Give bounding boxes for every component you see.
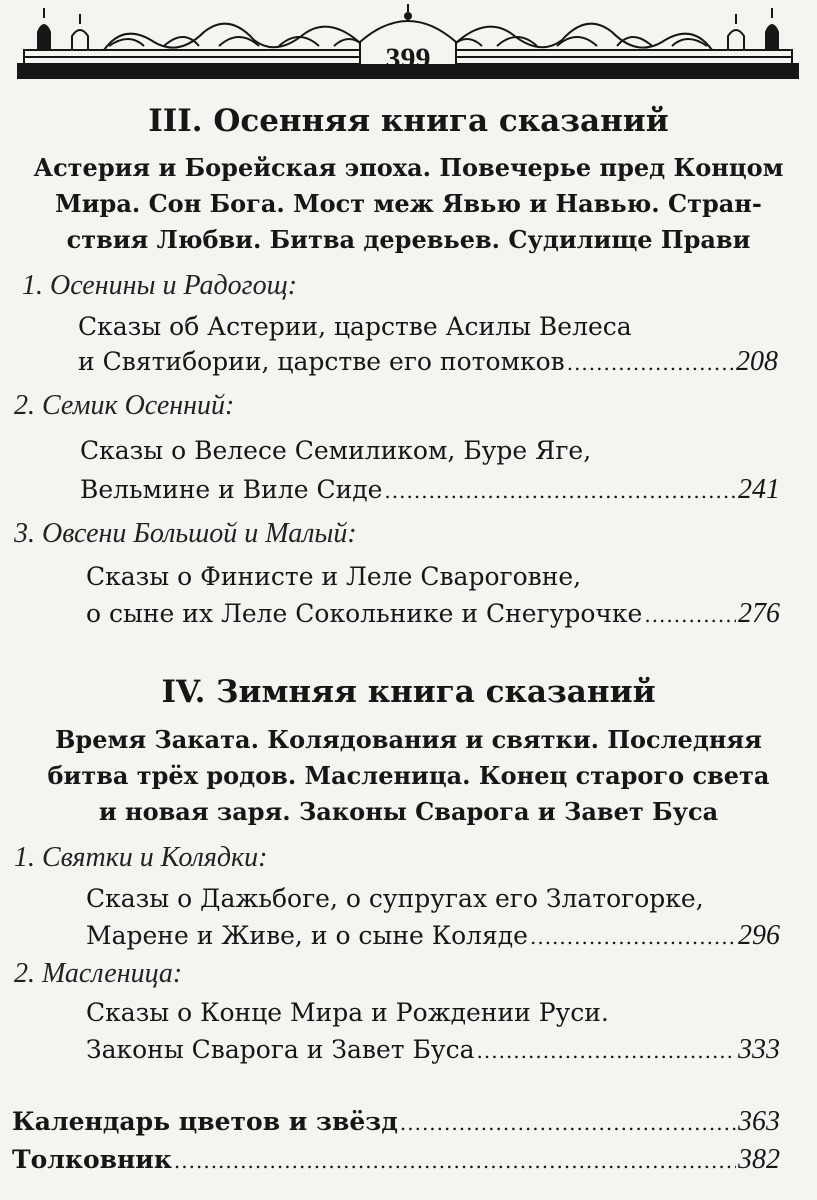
page-reference: 333 [738,1034,780,1065]
page-reference: 241 [738,474,780,505]
toc-line-text: и Святибории, царстве его потомков [78,347,565,376]
item-heading: 2. Масленица: [14,958,183,989]
page-reference: 276 [738,598,780,629]
toc-line-text: Вельмине и Виле Сиде [80,475,383,504]
toc-line-text: Толковник [12,1145,172,1174]
item-heading: 1. Святки и Колядки: [14,842,268,873]
dot-leader [400,1111,736,1135]
toc-line-text: Сказы об Астерии, царстве Асилы Велеса [78,312,632,341]
toc-entry[interactable] [86,598,780,630]
section-title: III. Осенняя книга сказаний [148,103,669,139]
dot-leader [174,1149,736,1173]
toc-entry[interactable] [86,1034,780,1066]
description-line: и новая заря. Законы Сварога и Завет Буса [98,797,719,826]
dot-leader [530,925,736,949]
section-description [10,722,807,830]
item-heading: 3. Овсени Большой и Малый: [14,518,357,549]
item-heading: 1. Осенины и Радогощ: [22,270,298,301]
page-reference: 382 [738,1144,780,1175]
toc-entry[interactable] [12,1106,780,1138]
toc-line [80,436,780,465]
toc-line-text: о сыне их Леле Сокольнике и Снегурочке [86,599,643,628]
page-number: 399 [385,42,431,75]
description-line: битва трёх родов. Масленица. Конец старого света [47,761,770,790]
page-reference: 208 [736,346,778,377]
toc-entry[interactable] [12,1144,780,1176]
dot-leader [384,479,736,503]
toc-line-text: Сказы о Велесе Семиликом, Буре Яге, [80,436,592,465]
description-line: Мира. Сон Бога. Мост меж Явью и Навью. Стран- [55,189,762,218]
page-header [14,2,802,88]
toc-line [86,562,780,591]
description-line: Астерия и Борейская эпоха. Повечерье пред Концом [33,153,784,182]
section-title: IV. Зимняя книга сказаний [161,674,656,710]
toc-line-text: Марене и Живе, и о сыне Коляде [86,921,528,950]
toc-entry[interactable] [78,346,778,378]
toc-line [86,998,780,1027]
section-description [10,150,807,258]
page-reference: 296 [738,920,780,951]
dot-leader [567,351,734,375]
toc-line-text: Законы Сварога и Завет Буса [86,1035,475,1064]
description-line: ствия Любви. Битва деревьев. Судилище Прави [66,225,751,254]
toc-line-text: Сказы о Конце Мира и Рождении Руси. [86,998,609,1027]
toc-entry[interactable] [86,920,780,952]
toc-line [86,884,780,913]
toc-line [78,312,778,341]
toc-line-text: Сказы о Дажьбоге, о супругах его Златогорке, [86,884,704,913]
toc-line-text: Сказы о Финисте и Леле Свароговне, [86,562,582,591]
toc-entry[interactable] [80,474,780,506]
description-line: Время Заката. Колядования и святки. Последняя [55,725,762,754]
item-heading: 2. Семик Осенний: [14,390,235,421]
dot-leader [644,603,736,627]
dot-leader [477,1039,736,1063]
toc-line-text: Календарь цветов и звёзд [12,1107,398,1136]
page-reference: 363 [738,1106,780,1137]
